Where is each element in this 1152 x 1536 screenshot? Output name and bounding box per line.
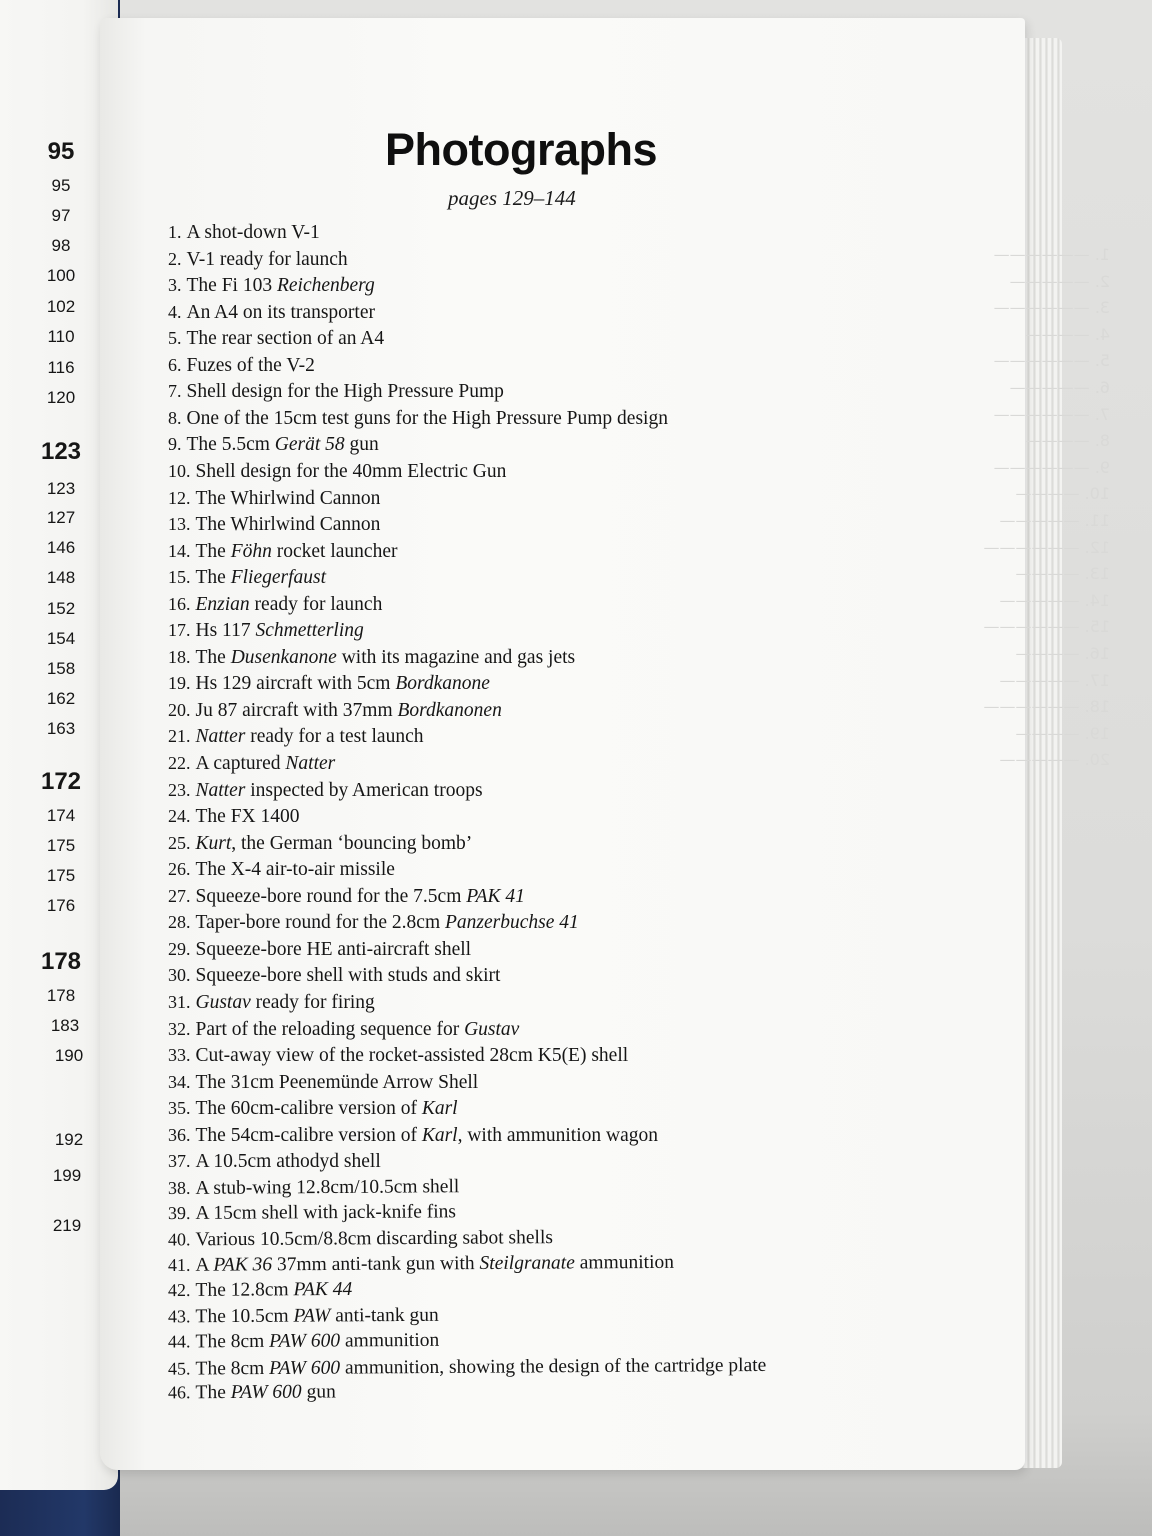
photograph-number: 34. — [168, 1071, 191, 1092]
photograph-caption: The — [195, 646, 231, 668]
photograph-caption-italic: Natter — [195, 726, 246, 748]
photograph-caption: The 60cm-calibre version of — [195, 1098, 422, 1120]
photograph-number: 31. — [168, 991, 191, 1012]
photograph-caption: with its magazine and gas jets — [336, 646, 576, 668]
photograph-caption: Hs 129 aircraft with 5cm — [195, 673, 396, 695]
photograph-caption: The 31cm Peenemünde Arrow Shell — [195, 1071, 479, 1093]
photograph-list-item — [168, 328, 384, 350]
photograph-list-item — [168, 992, 375, 1014]
photograph-list-item — [168, 434, 379, 456]
photograph-caption-italic: PAW 600 — [230, 1381, 302, 1404]
photograph-caption: A captured — [195, 753, 286, 774]
photograph-number: 41. — [167, 1255, 191, 1276]
left-page-number: 178 — [46, 986, 76, 1005]
photograph-caption: ammunition — [574, 1252, 675, 1274]
photograph-number: 24. — [168, 806, 191, 827]
photograph-number: 43. — [167, 1305, 191, 1326]
photograph-list-item — [168, 249, 348, 271]
photograph-list-item — [168, 780, 483, 802]
photograph-list-item — [168, 806, 300, 828]
photograph-caption: Taper-bore round for the 2.8cm — [195, 912, 445, 934]
photograph-caption: The 5.5cm — [186, 434, 275, 456]
left-page-number: 102 — [46, 297, 76, 316]
left-page-number: 192 — [54, 1130, 84, 1149]
photograph-caption: Squeeze-bore round for the 7.5cm — [195, 885, 467, 907]
photograph-caption: inspected by American troops — [245, 779, 483, 801]
photograph-caption: , the German ‘bouncing bomb’ — [231, 832, 473, 854]
photograph-caption: The — [195, 567, 231, 589]
photograph-list-item — [168, 275, 375, 297]
left-page-number: 123 — [40, 438, 82, 465]
photograph-number: 44. — [167, 1331, 191, 1352]
photograph-number: 6. — [168, 354, 182, 375]
photograph-caption-italic: Bordkanone — [395, 673, 490, 695]
photograph-caption: Part of the reloading sequence for — [195, 1018, 465, 1040]
photograph-caption: ready for launch — [249, 593, 383, 615]
photograph-list-item — [168, 1098, 458, 1120]
left-page-number: 219 — [52, 1216, 82, 1235]
photograph-number: 22. — [168, 753, 191, 773]
photograph-caption: Shell design for the High Pressure Pump — [186, 381, 504, 403]
photograph-caption: Hs 117 — [195, 620, 256, 642]
photograph-caption: One of the 15cm test guns for the High Pressure Pump design — [186, 407, 668, 429]
photograph-list-item — [168, 1151, 381, 1173]
photograph-list-item — [168, 673, 490, 695]
photograph-caption-italic: Bordkanonen — [397, 699, 502, 721]
left-page-number: 174 — [46, 806, 76, 825]
left-page-number: 163 — [46, 719, 76, 738]
photograph-caption: An A4 on its transporter — [186, 301, 375, 323]
photograph-list-item — [168, 833, 472, 855]
photograph-caption-italic: Karl — [421, 1098, 458, 1120]
photograph-number: 18. — [168, 646, 191, 667]
photograph-number: 42. — [167, 1279, 191, 1301]
photograph-caption: The — [195, 540, 231, 562]
photograph-number: 5. — [168, 328, 182, 349]
photograph-number: 19. — [168, 673, 191, 694]
photograph-list-item — [168, 594, 382, 616]
photograph-caption-italic: Schmetterling — [255, 620, 364, 642]
photograph-number: 28. — [168, 912, 191, 933]
page-title: Photographs — [385, 124, 657, 175]
photograph-list-item — [168, 1304, 439, 1328]
photograph-caption: gun — [301, 1381, 336, 1403]
photograph-number: 4. — [168, 301, 182, 322]
left-page-number: 146 — [46, 538, 76, 557]
left-page-number: 120 — [46, 388, 76, 407]
left-page-number: 190 — [54, 1046, 84, 1065]
photograph-number: 3. — [168, 275, 182, 296]
photograph-caption: 37mm anti-tank gun with — [272, 1253, 480, 1276]
photograph-list-item — [168, 912, 579, 934]
left-page-number: 127 — [46, 508, 76, 527]
photograph-number: 33. — [168, 1045, 191, 1066]
photograph-number: 12. — [168, 487, 191, 508]
photograph-list-item — [168, 1072, 478, 1094]
photograph-list-item — [168, 381, 504, 403]
photograph-number: 17. — [168, 620, 191, 641]
photograph-caption-italic: PAK 36 — [213, 1254, 273, 1277]
photograph-caption: The rear section of an A4 — [186, 328, 385, 350]
photograph-list-item — [168, 886, 525, 908]
photograph-caption: anti-tank gun — [330, 1304, 439, 1326]
photograph-caption-italic: Gustav — [195, 991, 251, 1013]
photograph-caption-italic: Steilgranate — [479, 1252, 575, 1275]
photograph-caption: V-1 ready for launch — [186, 248, 348, 270]
photograph-caption: A — [195, 1255, 214, 1277]
photograph-number: 20. — [168, 699, 191, 720]
left-page-number: 162 — [46, 689, 76, 708]
photograph-number: 46. — [167, 1382, 191, 1403]
photograph-caption: A 15cm shell with jack-knife fins — [195, 1201, 457, 1225]
photograph-number: 1. — [168, 222, 182, 242]
photograph-caption: ammunition, showing the design of the cartridge plate — [340, 1354, 767, 1379]
left-page-number: 152 — [46, 599, 76, 618]
left-page-number: 123 — [46, 479, 76, 498]
photograph-number: 40. — [167, 1229, 191, 1250]
photograph-list-item — [168, 541, 397, 563]
photograph-caption: The Whirlwind Cannon — [195, 487, 381, 509]
photograph-number: 36. — [168, 1124, 191, 1145]
photograph-caption: ammunition — [340, 1329, 440, 1352]
photograph-caption: The 8cm — [195, 1331, 270, 1353]
photograph-list-item — [168, 753, 335, 775]
left-page-number: 97 — [51, 206, 71, 225]
photograph-caption: The — [195, 1382, 231, 1404]
photograph-list-item — [168, 647, 575, 669]
photograph-number: 10. — [168, 460, 191, 481]
photograph-caption-italic: Panzerbuchse 41 — [444, 912, 579, 934]
photograph-list-item — [168, 1382, 336, 1405]
photograph-list-item — [168, 355, 315, 377]
left-page-number: 116 — [47, 358, 75, 377]
left-page-number: 178 — [40, 948, 82, 975]
photograph-caption-italic: Gustav — [464, 1018, 520, 1040]
left-page-number: 95 — [47, 138, 75, 165]
photograph-number: 26. — [168, 859, 191, 880]
photograph-number: 13. — [168, 514, 191, 535]
photograph-list-item — [168, 1279, 352, 1302]
photograph-number: 7. — [168, 381, 182, 402]
photograph-list-item — [168, 1176, 459, 1200]
photograph-list-item — [168, 408, 668, 430]
left-page-number: 154 — [46, 629, 76, 648]
photograph-number: 8. — [168, 407, 182, 428]
photograph-caption: ready for a test launch — [245, 726, 424, 748]
photograph-number: 30. — [168, 965, 191, 986]
photograph-caption: rocket launcher — [271, 540, 398, 562]
left-page-number: 100 — [46, 266, 76, 285]
photograph-list-item — [168, 1330, 439, 1354]
photograph-number: 29. — [168, 938, 191, 959]
photograph-list-item — [168, 620, 364, 642]
photograph-caption: The Fi 103 — [186, 275, 277, 297]
photograph-list-item — [168, 965, 500, 987]
photograph-list-item — [168, 567, 326, 589]
photograph-number: 45. — [167, 1358, 191, 1379]
photograph-list-item — [168, 1202, 456, 1226]
photograph-caption: The 54cm-calibre version of — [195, 1124, 422, 1146]
photograph-list-item — [168, 1355, 766, 1381]
photograph-caption: Fuzes of the V-2 — [186, 354, 315, 376]
photograph-list-item — [168, 1019, 519, 1041]
photograph-caption-italic: Kurt — [195, 832, 232, 854]
page-range-subtitle: pages 129–144 — [448, 186, 576, 210]
photograph-caption: The 12.8cm — [195, 1279, 294, 1301]
photograph-number: 39. — [167, 1203, 191, 1224]
photograph-caption-italic: Gerät 58 — [274, 434, 345, 456]
left-page-number: 95 — [51, 176, 71, 195]
photograph-list-item — [168, 1045, 628, 1067]
left-page-number: 110 — [47, 327, 75, 346]
photograph-list-item — [168, 726, 423, 748]
photograph-caption: , with ammunition wagon — [457, 1124, 658, 1146]
photograph-number: 21. — [168, 726, 191, 747]
left-page-number: 158 — [46, 659, 76, 678]
photograph-list-item — [168, 488, 380, 510]
left-page-number: 199 — [52, 1166, 82, 1185]
photograph-caption-italic: PAW 600 — [269, 1357, 341, 1379]
photograph-caption: gun — [344, 434, 379, 456]
photograph-number: 9. — [168, 434, 182, 455]
left-page-number: 183 — [50, 1016, 80, 1035]
photograph-list-item — [168, 1252, 674, 1277]
photograph-caption-italic: Dusenkanone — [230, 646, 337, 668]
photograph-caption-italic: PAW — [293, 1304, 331, 1327]
photograph-number: 38. — [167, 1177, 191, 1198]
photograph-caption-italic: PAK 41 — [466, 885, 525, 907]
photograph-caption: A shot-down V-1 — [186, 222, 320, 243]
photograph-number: 32. — [168, 1018, 191, 1039]
photograph-number: 25. — [168, 832, 191, 853]
photograph-caption: The X-4 air-to-air missile — [195, 859, 395, 881]
photograph-list-item — [168, 939, 471, 961]
photograph-caption-italic: Föhn — [230, 540, 272, 562]
photograph-caption: Squeeze-bore shell with studs and skirt — [195, 965, 501, 987]
left-page-number: 176 — [46, 896, 76, 915]
photograph-list-item — [168, 1125, 658, 1147]
photograph-caption: Cut-away view of the rocket-assisted 28cm K5(E) shell — [195, 1045, 629, 1067]
show-through-text: 1. —————— 2. ————— 3. —————— 4. ———— 5. —————— 6. ————— 7. —————— 8. ———— 9. —————— 10. ———— 11. ————— 12. —————— 13. ———— 14. ————— 15. —————— 16. ———— 17. ————— 18. —————— 19. ———— 20. ————— — [983, 245, 1110, 770]
photograph-caption: The FX 1400 — [195, 806, 300, 828]
photograph-list-item — [168, 302, 375, 324]
photograph-list-item — [168, 461, 506, 483]
left-page-number: 98 — [51, 236, 71, 255]
photograph-list-item — [168, 514, 380, 536]
photograph-list-item — [168, 700, 502, 722]
left-page-number: 175 — [46, 866, 76, 885]
photograph-caption-italic: Enzian — [195, 593, 250, 615]
left-page-number: 172 — [40, 768, 82, 795]
photograph-caption-italic: Natter — [195, 779, 246, 801]
photograph-caption: ready for firing — [250, 991, 375, 1013]
photograph-caption: The Whirlwind Cannon — [195, 514, 381, 536]
photograph-caption-italic: PAK 44 — [293, 1278, 353, 1301]
photograph-list-item — [168, 222, 320, 244]
left-page-number: 148 — [46, 568, 76, 587]
photograph-caption-italic: Fliegerfaust — [230, 567, 327, 589]
photograph-number: 23. — [168, 779, 191, 800]
photograph-caption: Various 10.5cm/8.8cm discarding sabot shells — [195, 1227, 554, 1251]
photograph-caption: Shell design for the 40mm Electric Gun — [195, 460, 507, 482]
photograph-number: 27. — [168, 885, 191, 906]
photograph-number: 16. — [168, 593, 191, 614]
photograph-caption-italic: Natter — [285, 753, 336, 774]
photograph-caption: The 8cm — [195, 1357, 270, 1380]
photograph-number: 37. — [168, 1151, 191, 1172]
photograph-caption-italic: Reichenberg — [276, 275, 375, 297]
photograph-caption-italic: Karl — [421, 1124, 458, 1146]
photograph-caption: A 10.5cm athodyd shell — [195, 1151, 381, 1173]
photograph-number: 35. — [168, 1098, 191, 1119]
photograph-caption: The 10.5cm — [195, 1305, 294, 1327]
photograph-caption: A stub-wing 12.8cm/10.5cm shell — [195, 1176, 460, 1199]
photograph-number: 2. — [168, 248, 182, 269]
photograph-caption: Ju 87 aircraft with 37mm — [195, 699, 398, 721]
left-page-number: 175 — [46, 836, 76, 855]
photograph-number: 15. — [168, 567, 191, 588]
photograph-list-item — [168, 1227, 553, 1251]
photograph-caption-italic: PAW 600 — [269, 1330, 341, 1353]
photograph-caption: Squeeze-bore HE anti-aircraft shell — [195, 938, 472, 960]
photograph-number: 14. — [168, 540, 191, 561]
photograph-list-item — [168, 859, 395, 881]
